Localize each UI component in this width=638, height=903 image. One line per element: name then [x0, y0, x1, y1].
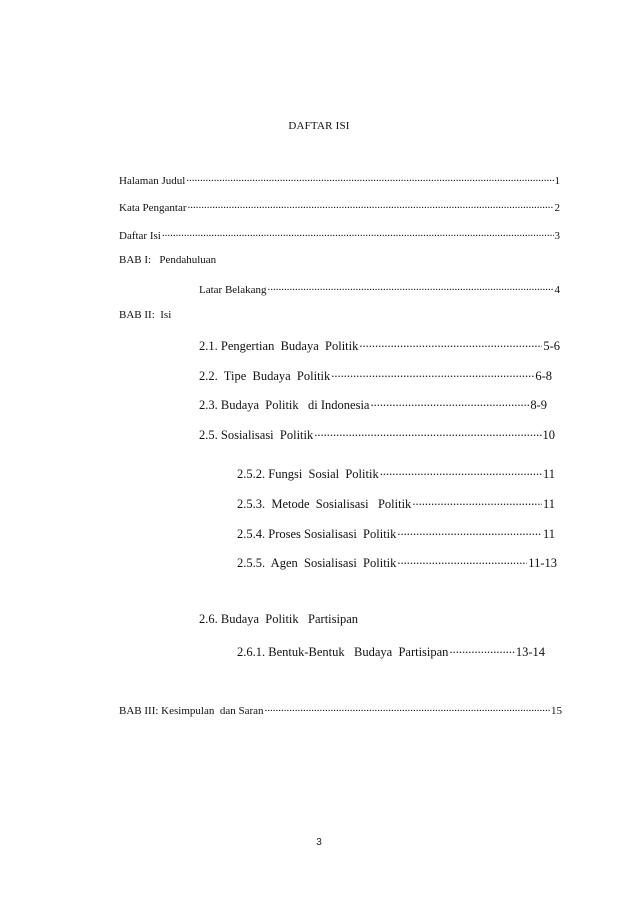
toc-entry-2-5 [199, 426, 555, 441]
toc-entry-bab-3 [119, 703, 562, 717]
dot-leader [162, 228, 554, 239]
toc-entry-label: 2.5.4. Proses Sosialisasi Politik [237, 526, 397, 541]
toc-entry-daftar-isi [119, 228, 560, 242]
dot-leader [449, 643, 514, 656]
toc-entry-label: 2.3. Budaya Politik di Indonesia [199, 397, 370, 412]
toc-entry-page: 2 [554, 202, 560, 214]
toc-entry-label: Latar Belakang [199, 284, 267, 296]
toc-entry-2-5-3 [237, 495, 555, 510]
dot-leader [380, 465, 542, 478]
page-title: DAFTAR ISI [288, 120, 350, 132]
dot-leader [331, 367, 534, 380]
dot-leader [397, 525, 542, 538]
dot-leader [268, 282, 554, 293]
toc-entry-label: Daftar Isi [119, 230, 161, 242]
toc-entry-page: 13-14 [515, 644, 545, 659]
toc-entry-2-5-2 [237, 465, 555, 480]
toc-entry-label: 2.2. Tipe Budaya Politik [199, 368, 331, 383]
toc-entry-label: 2.5.2. Fungsi Sosial Politik [237, 466, 379, 481]
toc-entry-kata-pengantar [119, 200, 560, 214]
toc-entry-label: Kata Pengantar [119, 202, 187, 214]
toc-entry-page: 5-6 [543, 338, 560, 353]
toc-entry-label: 2.6.1. Bentuk-Bentuk Budaya Partisipan [237, 644, 449, 659]
toc-entry-page: 8-9 [530, 397, 547, 412]
dot-leader [359, 337, 542, 350]
dot-leader [186, 173, 553, 184]
toc-entry-page: 11 [542, 526, 555, 541]
toc-entry-label: 2.5. Sosialisasi Politik [199, 427, 314, 442]
toc-chapter-bab-2: BAB II: Isi [119, 309, 172, 321]
toc-entry-label: 2.5.3. Metode Sosialisasi Politik [237, 496, 412, 511]
toc-entry-label: BAB III: Kesimpulan dan Saran [119, 705, 264, 717]
toc-entry-page: 4 [554, 284, 560, 296]
toc-entry-2-5-4 [237, 525, 555, 540]
toc-entry-page: 11-13 [528, 555, 557, 570]
toc-entry-page: 11 [542, 496, 555, 511]
toc-entry-2-6-1 [237, 643, 545, 658]
toc-entry-page: 3 [554, 230, 560, 242]
toc-entry-label: 2.5.5. Agen Sosialisasi Politik [237, 555, 397, 570]
toc-entry-label: Halaman Judul [119, 175, 186, 187]
page-number: 3 [316, 837, 322, 848]
toc-entry-label: 2.1. Pengertian Budaya Politik [199, 338, 359, 353]
toc-entry-page: 1 [554, 175, 560, 187]
toc-entry-latar-belakang [199, 282, 560, 296]
toc-entry-page: 10 [542, 427, 555, 442]
toc-entry-2-1 [199, 337, 560, 352]
dot-leader [370, 396, 529, 409]
toc-entry-2-5-5 [237, 554, 557, 569]
dot-leader [412, 495, 542, 508]
dot-leader [397, 554, 527, 567]
dot-leader [314, 426, 541, 439]
toc-entry-2-3 [199, 396, 547, 411]
toc-entry-page: 11 [542, 466, 555, 481]
dot-leader [188, 200, 554, 211]
toc-entry-halaman-judul [119, 173, 560, 187]
dot-leader [265, 703, 551, 714]
toc-entry-page: 6-8 [535, 368, 552, 383]
toc-entry-page: 15 [551, 705, 562, 717]
toc-chapter-bab-1: BAB I: Pendahuluan [119, 254, 217, 266]
toc-entry-2-6: 2.6. Budaya Politik Partisipan [199, 612, 359, 626]
toc-entry-2-2 [199, 367, 552, 382]
